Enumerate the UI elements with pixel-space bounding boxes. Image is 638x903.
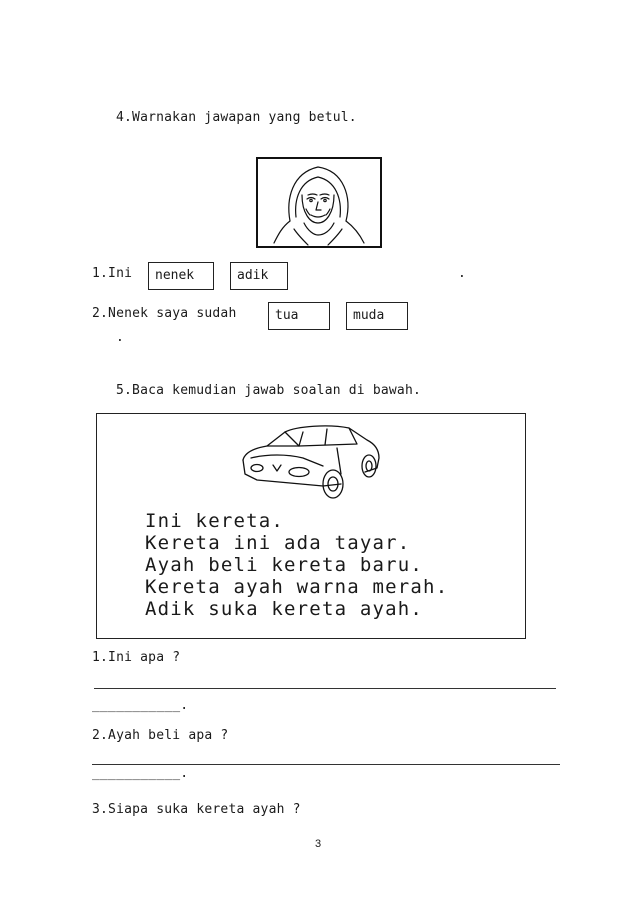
story-line-5: Adik suka kereta ayah. xyxy=(145,598,424,620)
q4-sentence-2-end: . xyxy=(116,330,125,345)
q4-title: 4.Warnakan jawapan yang betul. xyxy=(116,110,357,125)
q5-title: 5.Baca kemudian jawab soalan di bawah. xyxy=(116,383,422,398)
reading-box xyxy=(96,413,526,639)
story-line-4: Kereta ayah warna merah. xyxy=(145,576,449,598)
q5-question-1: 1.Ini apa ? xyxy=(92,650,181,665)
story-line-1: Ini kereta. xyxy=(145,510,285,532)
option-muda[interactable]: muda xyxy=(346,302,408,330)
story-line-2: Kereta ini ada tayar. xyxy=(145,532,411,554)
option-tua[interactable]: tua xyxy=(268,302,330,330)
story-line-3: Ayah beli kereta baru. xyxy=(145,554,424,576)
option-adik[interactable]: adik xyxy=(230,262,288,290)
q5-question-3: 3.Siapa suka kereta ayah ? xyxy=(92,802,301,817)
answer-line-2b[interactable]: ___________. xyxy=(92,766,189,781)
answer-line-1b[interactable]: ___________. xyxy=(92,698,189,713)
grandmother-icon xyxy=(258,159,380,246)
car-icon xyxy=(237,418,385,500)
answer-line-1a[interactable] xyxy=(94,688,556,689)
page-number: 3 xyxy=(315,838,322,850)
q4-sentence-2: 2.Nenek saya sudah xyxy=(92,306,237,321)
q5-question-2: 2.Ayah beli apa ? xyxy=(92,728,229,743)
answer-line-2a[interactable] xyxy=(92,764,560,765)
grandmother-image xyxy=(256,157,382,248)
q4-sentence-1-end: . xyxy=(458,266,467,281)
option-nenek[interactable]: nenek xyxy=(148,262,214,290)
q4-sentence-1: 1.Ini xyxy=(92,266,133,281)
